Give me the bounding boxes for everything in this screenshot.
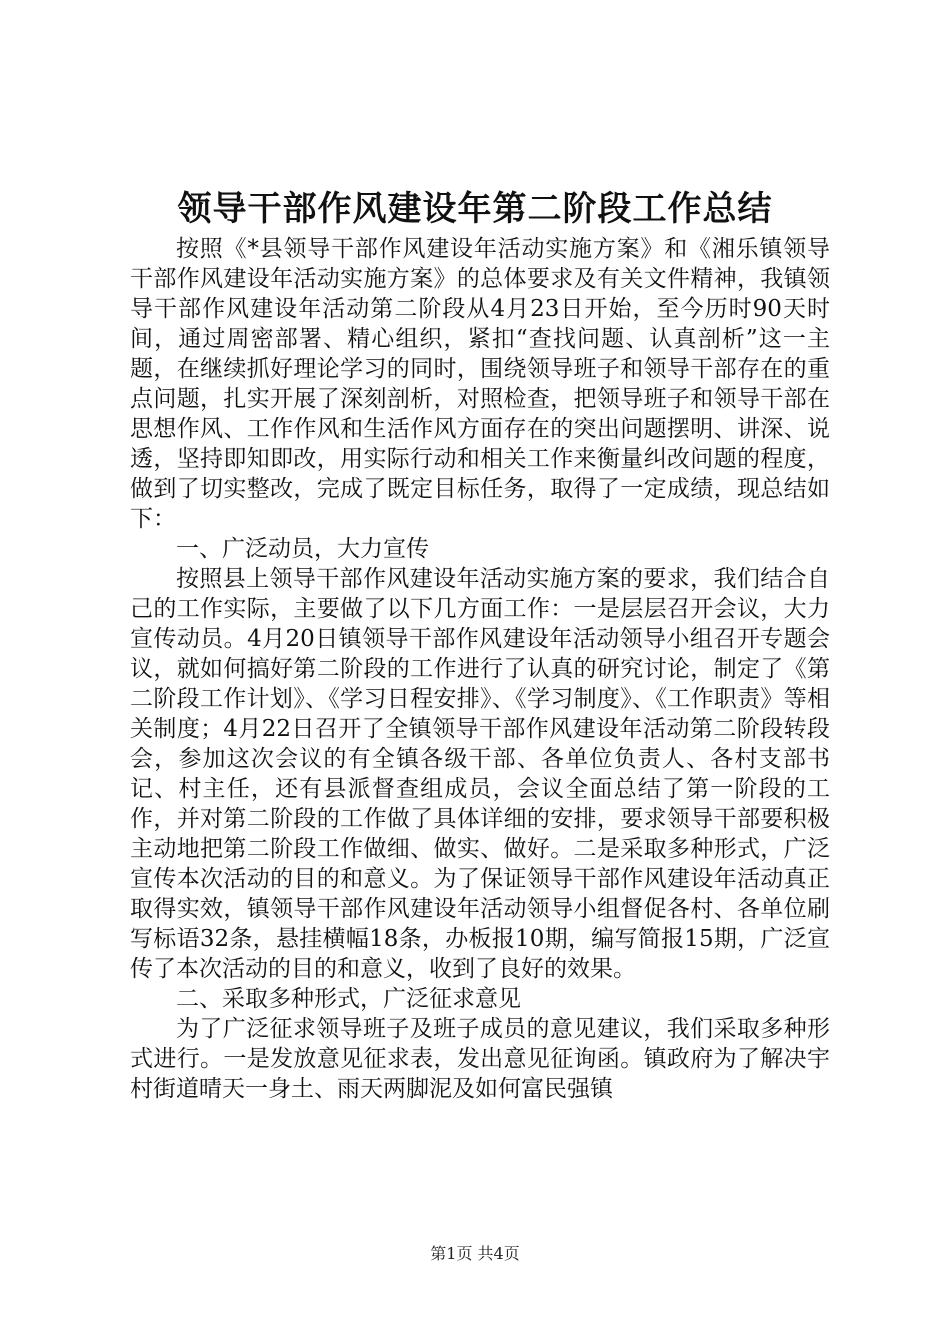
intro-paragraph: 按照《*县领导干部作风建设年活动实施方案》和《湘乐镇领导干部作风建设年活动实施方案》的总体要求及有关文件精神，我镇领导干部作风建设年活动第二阶段从4月23日开始，至今历时90天时间，通过周密部署、精心组织，紧扣“查找问题、认真剖析”这一主题，在继续抓好理论学习的同时，围绕领导班子和领导干部存在的重点问题，扎实开展了深刻剖析，对照检查，把领导班子和领导干部在思想作风、工作作风和生活作风方面存在的突出问题摆明、讲深、说透，坚持即知即改，用实际行动和相关工作来衡量纠改问题的程度，做到了切实整改，完成了既定目标任务，取得了一定成绩，现总结如下：	[130, 236, 830, 532]
section-2-paragraph: 为了广泛征求领导班子及班子成员的意见建议，我们采取多种形式进行。一是发放意见征求表，发出意见征询函。镇政府为了解决宇村街道晴天一身土、雨天两脚泥及如何富民强镇	[130, 1016, 830, 1102]
document-body	[130, 234, 830, 1104]
section-heading-2: 二、采取多种形式，广泛征求意见	[176, 986, 521, 1012]
document-title: 领导干部作风建设年第二阶段工作总结	[177, 189, 773, 229]
section-1-paragraph: 按照县上领导干部作风建设年活动实施方案的要求，我们结合自己的工作实际，主要做了以下几方面工作：一是层层召开会议，大力宣传动员。4月20日镇领导干部作风建设年活动领导小组召开专题会议，就如何搞好第二阶段的工作进行了认真的研究讨论，制定了《第二阶段工作计划》、《学习日程安排》、《学习制度》、《工作职责》等相关制度；4月22日召开了全镇领导干部作风建设年活动第二阶段转段会，参加这次会议的有全镇各级干部、各单位负责人、各村支部书记、村主任，还有县派督查组成员，会议全面总结了第一阶段的工作，并对第二阶段的工作做了具体详细的安排，要求领导干部要积极主动地把第二阶段工作做细、做实、做好。二是采取多种形式，广泛宣传本次活动的目的和意义。为了保证领导干部作风建设年活动真正取得实效，镇领导干部作风建设年活动领导小组督促各村、各单位刷写标语32条，悬挂横幅18条，办板报10期，编写简报15期，广泛宣传了本次活动的目的和意义，收到了良好的效果。	[130, 566, 830, 982]
page-footer: 第1页 共4页	[430, 1244, 520, 1263]
section-heading-1: 一、广泛动员，大力宣传	[176, 536, 429, 562]
